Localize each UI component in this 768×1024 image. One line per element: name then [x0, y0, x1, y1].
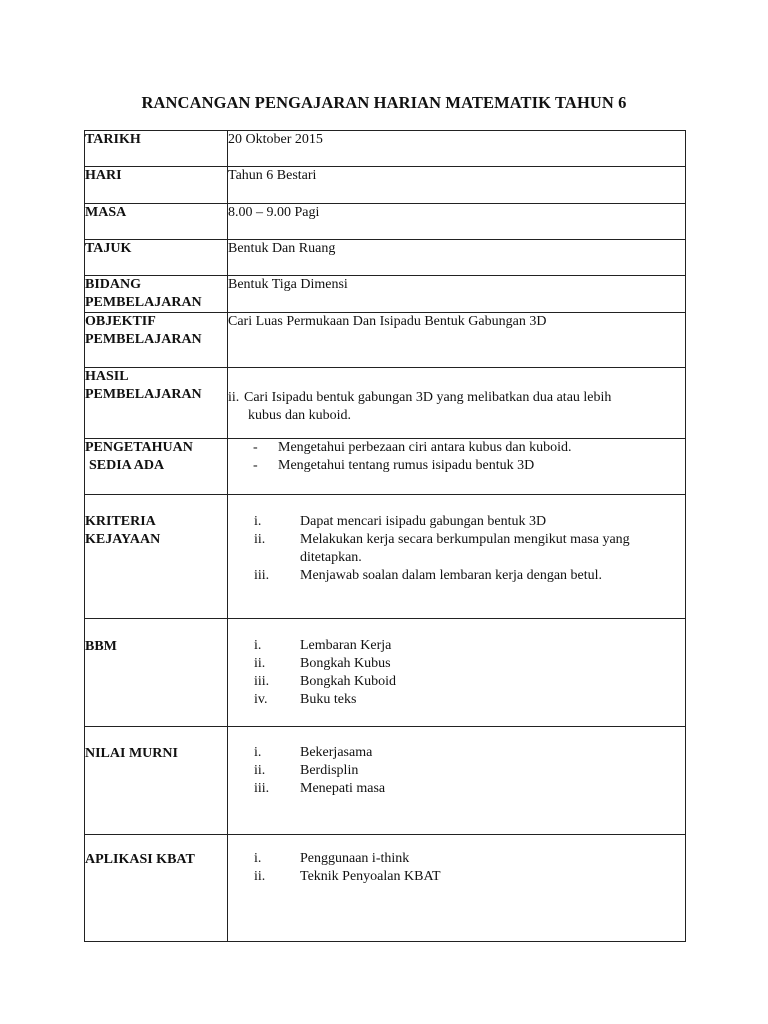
list-item-text: Menjawab soalan dalam lembaran kerja dengan betul.	[300, 568, 603, 583]
label-pengetahuan-line-1: PENGETAHUAN	[85, 440, 193, 455]
list-item	[254, 673, 685, 691]
pengetahuan-list	[228, 439, 685, 475]
list-item	[254, 637, 685, 655]
list-item-number: iv.	[254, 692, 268, 707]
row-hari	[85, 167, 686, 204]
kbat-list	[228, 850, 685, 886]
list-item	[254, 868, 685, 886]
list-item-number: ii.	[254, 869, 266, 884]
list-item	[254, 762, 685, 780]
label-masa: MASA	[85, 204, 228, 240]
value-kbat	[228, 835, 686, 942]
row-nilai	[85, 727, 686, 835]
label-pengetahuan	[85, 439, 228, 495]
label-hasil-line-1: HASIL	[85, 369, 129, 384]
list-item-text: Menepati masa	[300, 781, 386, 796]
list-item-number: iii.	[254, 568, 270, 583]
label-bidang-line-2: PEMBELAJARAN	[85, 295, 202, 310]
row-pengetahuan	[85, 439, 686, 495]
value-objektif: Cari Luas Permukaan Dan Isipadu Bentuk Gabungan 3D	[228, 313, 686, 368]
page-title: RANCANGAN PENGAJARAN HARIAN MATEMATIK TAHUN 6	[141, 93, 627, 112]
label-tajuk: TAJUK	[85, 240, 228, 276]
value-bidang: Bentuk Tiga Dimensi	[228, 276, 686, 313]
row-kriteria	[85, 495, 686, 619]
list-item-text: Bekerjasama	[300, 745, 373, 760]
row-objektif	[85, 313, 686, 368]
label-hasil-line-2: PEMBELAJARAN	[85, 387, 202, 402]
label-hari: HARI	[85, 167, 228, 204]
value-hari: Tahun 6 Bestari	[228, 167, 686, 204]
value-kriteria	[228, 495, 686, 619]
label-kriteria-line-2: KEJAYAAN	[85, 532, 161, 547]
list-item-text: Lembaran Kerja	[300, 638, 392, 653]
list-item	[254, 567, 685, 585]
list-item-number: i.	[254, 851, 262, 866]
label-pengetahuan-line-2: SEDIA ADA	[89, 458, 165, 473]
list-item-text: Teknik Penyoalan KBAT	[300, 869, 441, 884]
list-item	[254, 744, 685, 762]
label-nilai: NILAI MURNI	[85, 727, 228, 835]
value-masa: 8.00 – 9.00 Pagi	[228, 204, 686, 240]
list-item-text: Penggunaan i-think	[300, 851, 410, 866]
hasil-item-line-1: Cari Isipadu bentuk gabungan 3D yang melibatkan dua atau lebih	[244, 390, 612, 405]
kriteria-list	[228, 513, 685, 585]
list-item	[254, 780, 685, 798]
label-kbat: APLIKASI KBAT	[85, 835, 228, 942]
list-item-number: ii.	[254, 656, 266, 671]
row-tajuk	[85, 240, 686, 276]
label-bidang-line-1: BIDANG	[85, 277, 142, 292]
hasil-item-text	[244, 389, 685, 425]
list-item-number: i.	[254, 745, 262, 760]
list-item-number: iii.	[254, 781, 270, 796]
label-objektif	[85, 313, 228, 368]
list-item-number: ii.	[254, 532, 266, 547]
list-item	[254, 531, 685, 567]
row-kbat	[85, 835, 686, 942]
list-item: - Mengetahui tentang rumus isipadu bentuk 3D	[252, 457, 685, 475]
label-kriteria	[85, 495, 228, 619]
value-hasil	[228, 368, 686, 439]
list-item: - Mengetahui perbezaan ciri antara kubus dan kuboid.	[252, 439, 685, 457]
list-item-number: iii.	[254, 674, 270, 689]
label-kriteria-line-1: KRITERIA	[85, 514, 156, 529]
row-masa	[85, 204, 686, 240]
bbm-list	[228, 637, 685, 709]
value-tarikh: 20 Oktober 2015	[228, 131, 686, 167]
row-bbm	[85, 619, 686, 727]
label-objektif-line-2: PEMBELAJARAN	[85, 332, 202, 347]
row-tarikh	[85, 131, 686, 167]
row-bidang	[85, 276, 686, 313]
label-bidang	[85, 276, 228, 313]
label-tarikh: TARIKH	[85, 131, 228, 167]
label-bbm: BBM	[85, 619, 228, 727]
nilai-list	[228, 744, 685, 798]
hasil-item-line-2: kubus dan kuboid.	[248, 408, 352, 423]
lesson-plan-table	[84, 130, 686, 942]
hasil-item	[228, 389, 685, 425]
value-tajuk: Bentuk Dan Ruang	[228, 240, 686, 276]
list-item	[254, 850, 685, 868]
list-item-text: Bongkah Kubus	[300, 656, 391, 671]
hasil-item-number: ii.	[228, 390, 240, 405]
list-item-text: Melakukan kerja secara berkumpulan mengikut masa yang ditetapkan.	[300, 532, 630, 565]
list-item	[254, 691, 685, 709]
label-objektif-line-1: OBJEKTIF	[85, 314, 156, 329]
row-hasil	[85, 368, 686, 439]
value-bbm	[228, 619, 686, 727]
list-item-number: i.	[254, 638, 262, 653]
value-pengetahuan	[228, 439, 686, 495]
list-item-text: Buku teks	[300, 692, 357, 707]
list-item-text: Berdisplin	[300, 763, 359, 778]
list-item	[254, 513, 685, 531]
list-item-number: i.	[254, 514, 262, 529]
list-item	[254, 655, 685, 673]
value-nilai	[228, 727, 686, 835]
list-item-text: Dapat mencari isipadu gabungan bentuk 3D	[300, 514, 547, 529]
list-item-number: ii.	[254, 763, 266, 778]
list-item-text: Bongkah Kuboid	[300, 674, 397, 689]
label-hasil	[85, 368, 228, 439]
